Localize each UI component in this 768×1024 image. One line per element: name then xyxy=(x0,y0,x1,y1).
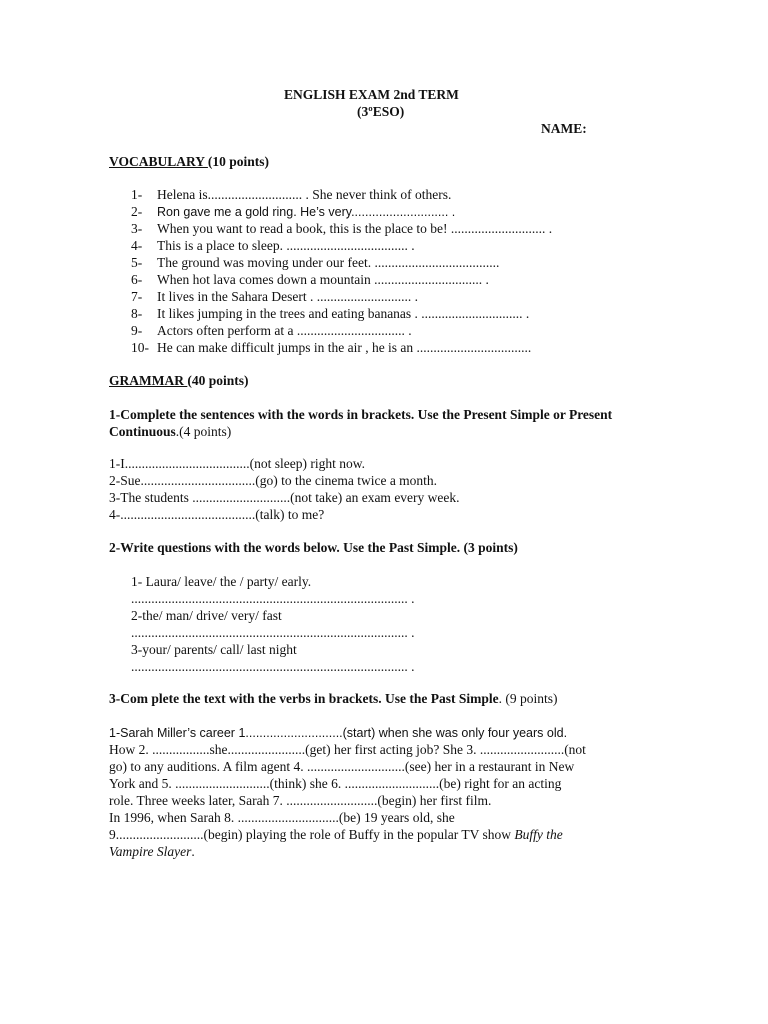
exercise-1-instruction: 1-Complete the sentences with the words in brackets. Use the Present Simple or Present Continuous.(4 points) xyxy=(109,407,613,439)
list-item: 9- Actors often perform at a ................................ . xyxy=(131,323,412,338)
vocabulary-heading: VOCABULARY (10 points) xyxy=(109,154,270,169)
exercise-line: 3-your/ parents/ call/ last night xyxy=(131,642,297,657)
list-item: 8- It likes jumping in the trees and eating bananas . .............................. . xyxy=(131,306,530,321)
exercise-line: role. Three weeks later, Sarah 7. ...........................(begin) her first film. xyxy=(109,793,492,808)
exercise-2-instruction: 2-Write questions with the words below. Use the Past Simple. (3 points) xyxy=(109,540,518,555)
exercise-line: Vampire Slayer. xyxy=(109,844,195,859)
exercise-line: In 1996, when Sarah 8. ..............................(be) 19 years old, she xyxy=(109,810,455,825)
exam-subtitle: (3ºESO) xyxy=(357,104,405,119)
list-item: 3- When you want to read a book, this is the place to be! ............................ . xyxy=(131,221,553,236)
exercise-line: 1- Laura/ leave/ the / party/ early. xyxy=(131,574,312,589)
list-item: 1- Helena is............................ . She never think of others. xyxy=(131,187,452,202)
name-label: NAME: xyxy=(541,121,587,136)
list-item: 4- This is a place to sleep. .................................... . xyxy=(131,238,415,253)
list-item: 10- He can make difficult jumps in the air , he is an .................................. xyxy=(131,340,532,355)
list-item: 6- When hot lava comes down a mountain ................................ . xyxy=(131,272,489,287)
exercise-3-instruction: 3-Com plete the text with the verbs in brackets. Use the Past Simple. (9 points) xyxy=(109,691,558,706)
exercise-line: 1-I.....................................(not sleep) right now. xyxy=(109,456,365,471)
answer-line: .................................................................................. . xyxy=(131,659,415,674)
exercise-line: 3-The students .............................(not take) an exam every week. xyxy=(109,490,460,505)
exercise-line: 4-........................................(talk) to me? xyxy=(109,507,325,522)
exam-title: ENGLISH EXAM 2nd TERM xyxy=(284,87,459,102)
exercise-line: 2-Sue..................................(go) to the cinema twice a month. xyxy=(109,473,438,488)
exercise-line: 2-the/ man/ drive/ very/ fast xyxy=(131,608,282,623)
exercise-line: 1-Sarah Miller’s career 1............................(start) when she was only four years old. xyxy=(109,726,568,740)
grammar-heading: GRAMMAR (40 points) xyxy=(109,373,249,388)
list-item: 2- Ron gave me a gold ring. He’s very............................ . xyxy=(131,204,456,219)
exercise-line: go) to any auditions. A film agent 4. .............................(see) her in a restaurant in New xyxy=(109,759,575,774)
answer-line: .................................................................................. . xyxy=(131,625,415,640)
list-item: 7- It lives in the Sahara Desert . ............................ . xyxy=(131,289,418,304)
list-item: 5- The ground was moving under our feet. ..................................... xyxy=(131,255,500,270)
exercise-line: York and 5. ............................(think) she 6. ............................(be) right for an acting xyxy=(109,776,562,791)
exercise-line: 9..........................(begin) playing the role of Buffy in the popular TV show Buffy the xyxy=(109,827,563,842)
exercise-line: How 2. .................she.......................(get) her first acting job? She 3. .........................(not xyxy=(109,742,586,757)
answer-line: .................................................................................. . xyxy=(131,591,415,606)
